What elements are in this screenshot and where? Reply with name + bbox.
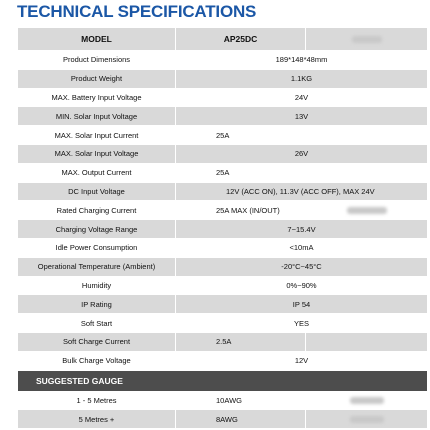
spec-value: 26V: [176, 144, 428, 163]
spec-value: -20°C~45°C: [176, 257, 428, 276]
gauge-row: [18, 391, 428, 410]
spec-row: [18, 351, 428, 370]
spec-label: Product Dimensions: [18, 51, 176, 70]
redacted-cell: [306, 332, 428, 351]
redacted-cell: [306, 163, 428, 182]
gauge-value: 10AWG: [176, 391, 306, 410]
spec-value: 7~15.4V: [176, 220, 428, 239]
spec-row: [18, 257, 428, 276]
spec-row: [18, 276, 428, 295]
spec-label: Charging Voltage Range: [18, 220, 176, 239]
gauge-row: [18, 410, 428, 429]
spec-value: 25A: [176, 163, 306, 182]
spec-value: YES: [176, 314, 428, 333]
spec-label: Rated Charging Current: [18, 201, 176, 220]
spec-row: [18, 201, 428, 220]
spec-row: [18, 144, 428, 163]
spec-row: [18, 126, 428, 145]
spec-value: 1.1KG: [176, 69, 428, 88]
spec-label: Idle Power Consumption: [18, 238, 176, 257]
model-label: MODEL: [18, 28, 176, 51]
spec-value: 12V: [176, 351, 428, 370]
gauge-title: SUGGESTED GAUGE: [18, 370, 428, 391]
spec-row: [18, 314, 428, 333]
spec-row: [18, 107, 428, 126]
redacted-cell: [306, 410, 428, 429]
spec-row: [18, 238, 428, 257]
spec-value: 13V: [176, 107, 428, 126]
spec-row: [18, 220, 428, 239]
gauge-section-header: [18, 370, 428, 391]
spec-value: 12V (ACC ON), 11.3V (ACC OFF), MAX 24V: [176, 182, 428, 201]
spec-row: [18, 69, 428, 88]
spec-row: [18, 51, 428, 70]
spec-row: [18, 332, 428, 351]
spec-label: Operational Temperature (Ambient): [18, 257, 176, 276]
spec-row: [18, 182, 428, 201]
gauge-label: 5 Metres +: [18, 410, 176, 429]
table-header-row: [18, 28, 428, 51]
gauge-value: 8AWG: [176, 410, 306, 429]
spec-row: [18, 163, 428, 182]
spec-label: Humidity: [18, 276, 176, 295]
spec-row: [18, 295, 428, 314]
redacted-cell: [306, 126, 428, 145]
spec-label: Bulk Charge Voltage: [18, 351, 176, 370]
spec-label: MAX. Solar Input Current: [18, 126, 176, 145]
spec-label: Product Weight: [18, 69, 176, 88]
spec-label: Soft Charge Current: [18, 332, 176, 351]
spec-label: DC Input Voltage: [18, 182, 176, 201]
spec-row: [18, 88, 428, 107]
redacted-cell: [306, 201, 428, 220]
spec-value: 2.5A: [176, 332, 306, 351]
spec-label: MAX. Output Current: [18, 163, 176, 182]
redacted-model-cell: [306, 28, 428, 51]
spec-value: 189*148*48mm: [176, 51, 428, 70]
spec-value: 0%~90%: [176, 276, 428, 295]
redacted-cell: [306, 391, 428, 410]
spec-label: MAX. Solar Input Voltage: [18, 144, 176, 163]
spec-value: 25A MAX (IN/OUT): [176, 201, 306, 220]
gauge-label: 1 - 5 Metres: [18, 391, 176, 410]
spec-value: IP 54: [176, 295, 428, 314]
spec-label: MAX. Battery Input Voltage: [18, 88, 176, 107]
spec-label: IP Rating: [18, 295, 176, 314]
spec-label: Soft Start: [18, 314, 176, 333]
spec-value: 24V: [176, 88, 428, 107]
spec-table: [17, 27, 428, 429]
spec-label: MIN. Solar Input Voltage: [18, 107, 176, 126]
model-value: AP25DC: [176, 28, 306, 51]
page-title: TECHNICAL SPECIFICATIONS: [17, 2, 257, 21]
spec-value: <10mA: [176, 238, 428, 257]
spec-value: 25A: [176, 126, 306, 145]
